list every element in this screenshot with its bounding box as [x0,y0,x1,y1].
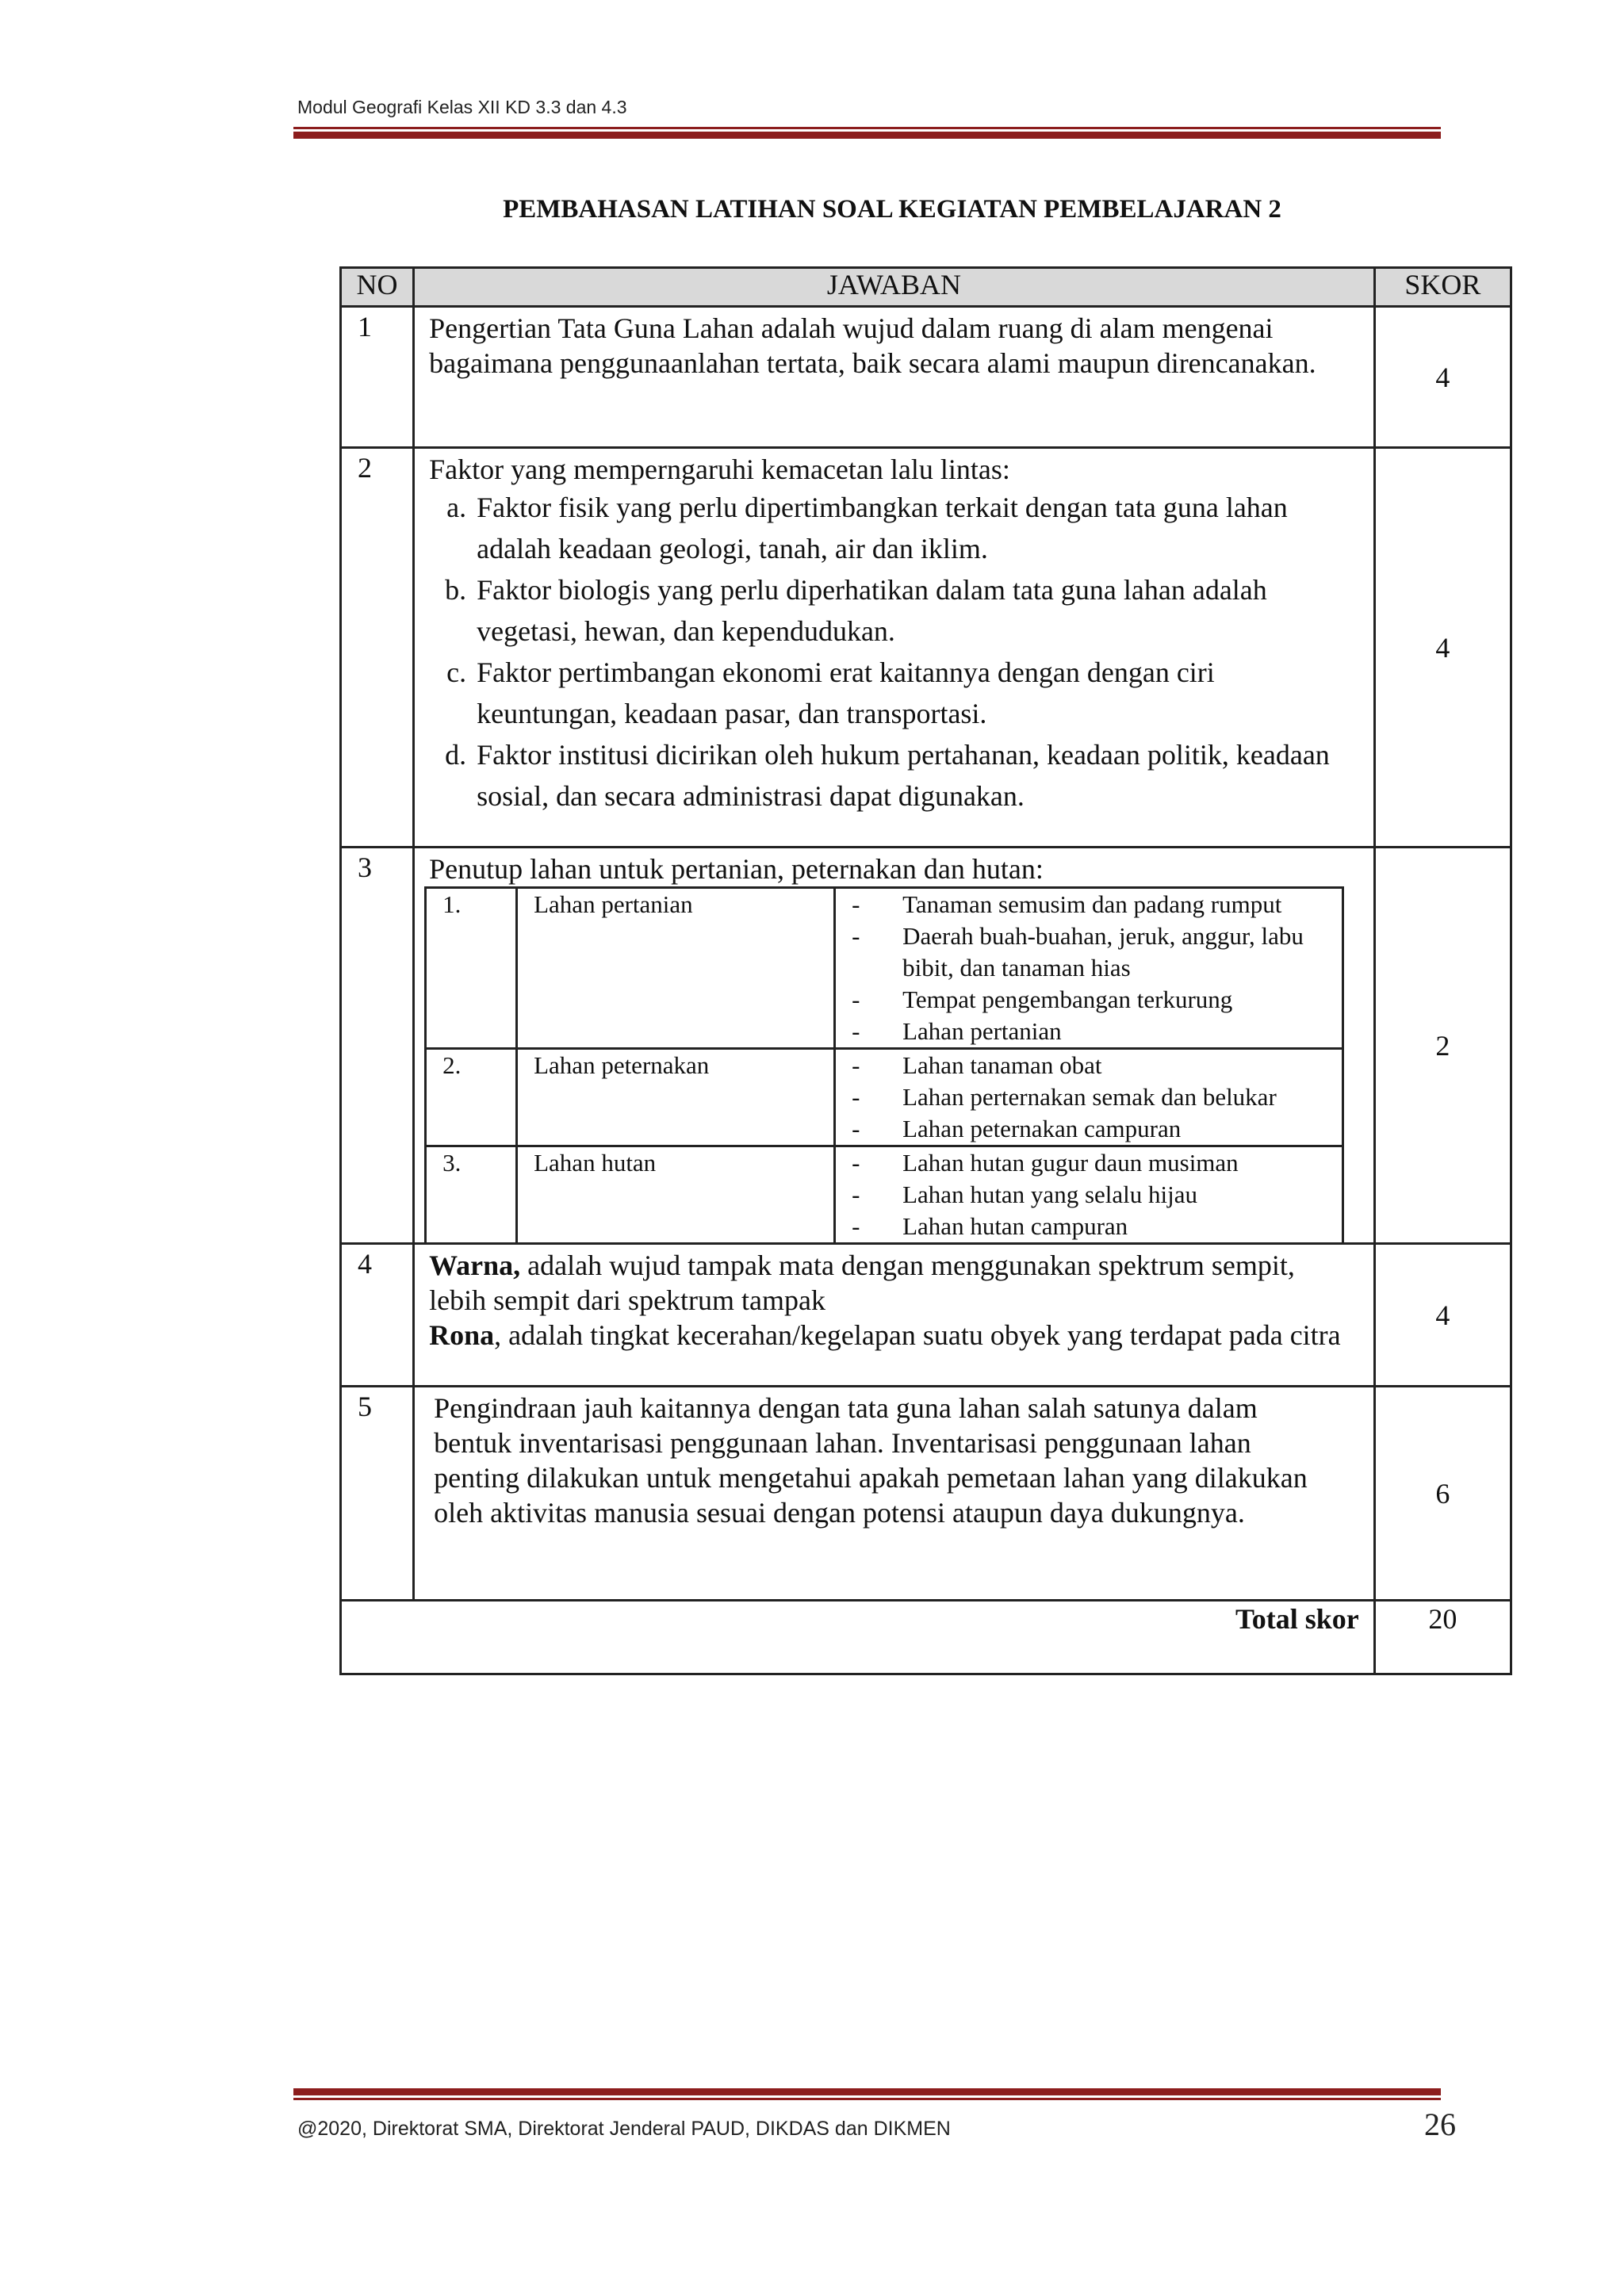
header-score: SKOR [1374,268,1511,307]
row-answer [414,448,1375,848]
row-number: 3 [341,848,414,1244]
term-rona: Rona [429,1319,495,1351]
list-item: c. Faktor pertimbangan ekonomi erat kaitannya dengan dengan ciri keuntungan, keadaan pasar, dan transportasi. [473,652,1359,734]
table-row [426,1146,1343,1243]
answer-table [339,266,1512,1675]
definition-warna: adalah wujud tampak mata dengan menggunakan spektrum sempit, lebih sempit dari spektrum tampak [429,1249,1295,1316]
running-header: Modul Geografi Kelas XII KD 3.3 dan 4.3 [297,97,627,117]
sub-items [852,889,1326,1047]
row-intro: Faktor yang memperngaruhi kemacetan lalu lintas: [429,453,1010,485]
sub-number: 3. [426,1146,517,1243]
list-item: - Lahan hutan yang selalu hijau [852,1179,1326,1211]
sub-items [852,1050,1326,1145]
sub-name: Lahan hutan [517,1146,835,1243]
table-row [341,307,1511,448]
row-number: 1 [341,307,414,448]
row-number: 2 [341,448,414,848]
list-item: b. Faktor biologis yang perlu diperhatikan dalam tata guna lahan adalah vegetasi, hewan, dan kependudukan. [473,569,1359,652]
total-value: 20 [1374,1601,1511,1674]
table-row [341,448,1511,848]
table-row [426,1049,1343,1146]
row-score: 2 [1374,848,1511,1244]
list-item: - Lahan pertanian [852,1016,1326,1047]
list-item: d. Faktor institusi dicirikan oleh hukum pertahanan, keadaan politik, keadaan sosial, dan secara administrasi dapat digunakan. [473,734,1359,817]
row-answer: Pengindraan jauh kaitannya dengan tata guna lahan salah satunya dalam bentuk inventarisasi penggunaan lahan. Inventarisasi penggunaan lahan penting dilakukan untuk mengetahui apakah pemetaan lahan yang dilakukan oleh aktivitas manusia sesuai dengan potensi ataupun daya dukungnya. [414,1387,1375,1601]
sub-items-cell [835,1146,1343,1243]
row-score: 4 [1374,448,1511,848]
definition-rona: , adalah tingkat kecerahan/kegelapan suatu obyek yang terdapat pada citra [494,1319,1341,1351]
header-no: NO [341,268,414,307]
list-item: - Lahan peternakan campuran [852,1113,1326,1145]
list-item: - Lahan tanaman obat [852,1050,1326,1081]
sub-number: 1. [426,888,517,1049]
row-answer [414,1244,1375,1387]
sub-number: 2. [426,1049,517,1146]
term-warna: Warna, [429,1249,521,1281]
row-intro: Penutup lahan untuk pertanian, peternakan dan hutan: [429,853,1044,885]
total-label: Total skor [341,1601,1375,1674]
row-score: 6 [1374,1387,1511,1601]
list-item: - Lahan hutan gugur daun musiman [852,1147,1326,1179]
footer-rule [293,2088,1441,2100]
sub-items [852,1147,1326,1242]
factor-list [429,487,1359,817]
list-item: - Tanaman semusim dan padang rumput [852,889,1326,920]
table-row [426,888,1343,1049]
row-answer: Pengertian Tata Guna Lahan adalah wujud dalam ruang di alam mengenai bagaimana penggunaanlahan tertata, baik secara alami maupun direncanakan. [414,307,1375,448]
sub-name: Lahan pertanian [517,888,835,1049]
list-item: - Tempat pengembangan terkurung [852,984,1326,1016]
list-item: a. Faktor fisik yang perlu dipertimbangkan terkait dengan tata guna lahan adalah keadaan geologi, tanah, air dan iklim. [473,487,1359,569]
page-title: PEMBAHASAN LATIHAN SOAL KEGIATAN PEMBELAJARAN 2 [503,195,1281,224]
page-number: 26 [1424,2107,1456,2142]
sub-items-cell [835,1049,1343,1146]
sub-name: Lahan peternakan [517,1049,835,1146]
header-rule [293,127,1441,139]
footer-text: @2020, Direktorat SMA, Direktorat Jenderal PAUD, DIKDAS dan DIKMEN [297,2118,951,2140]
list-item: - Lahan perternakan semak dan belukar [852,1081,1326,1113]
land-cover-table [424,886,1344,1242]
list-item: - Lahan hutan campuran [852,1211,1326,1242]
total-row [341,1601,1511,1674]
table-row [341,1244,1511,1387]
table-header-row [341,268,1511,307]
row-number: 5 [341,1387,414,1601]
row-number: 4 [341,1244,414,1387]
header-answer: JAWABAN [414,268,1375,307]
row-score: 4 [1374,307,1511,448]
sub-items-cell [835,888,1343,1049]
table-row [341,848,1511,1244]
row-score: 4 [1374,1244,1511,1387]
row-answer [414,848,1375,1244]
list-item: - Daerah buah-buahan, jeruk, anggur, labu bibit, dan tanaman hias [852,920,1326,984]
table-row [341,1387,1511,1601]
